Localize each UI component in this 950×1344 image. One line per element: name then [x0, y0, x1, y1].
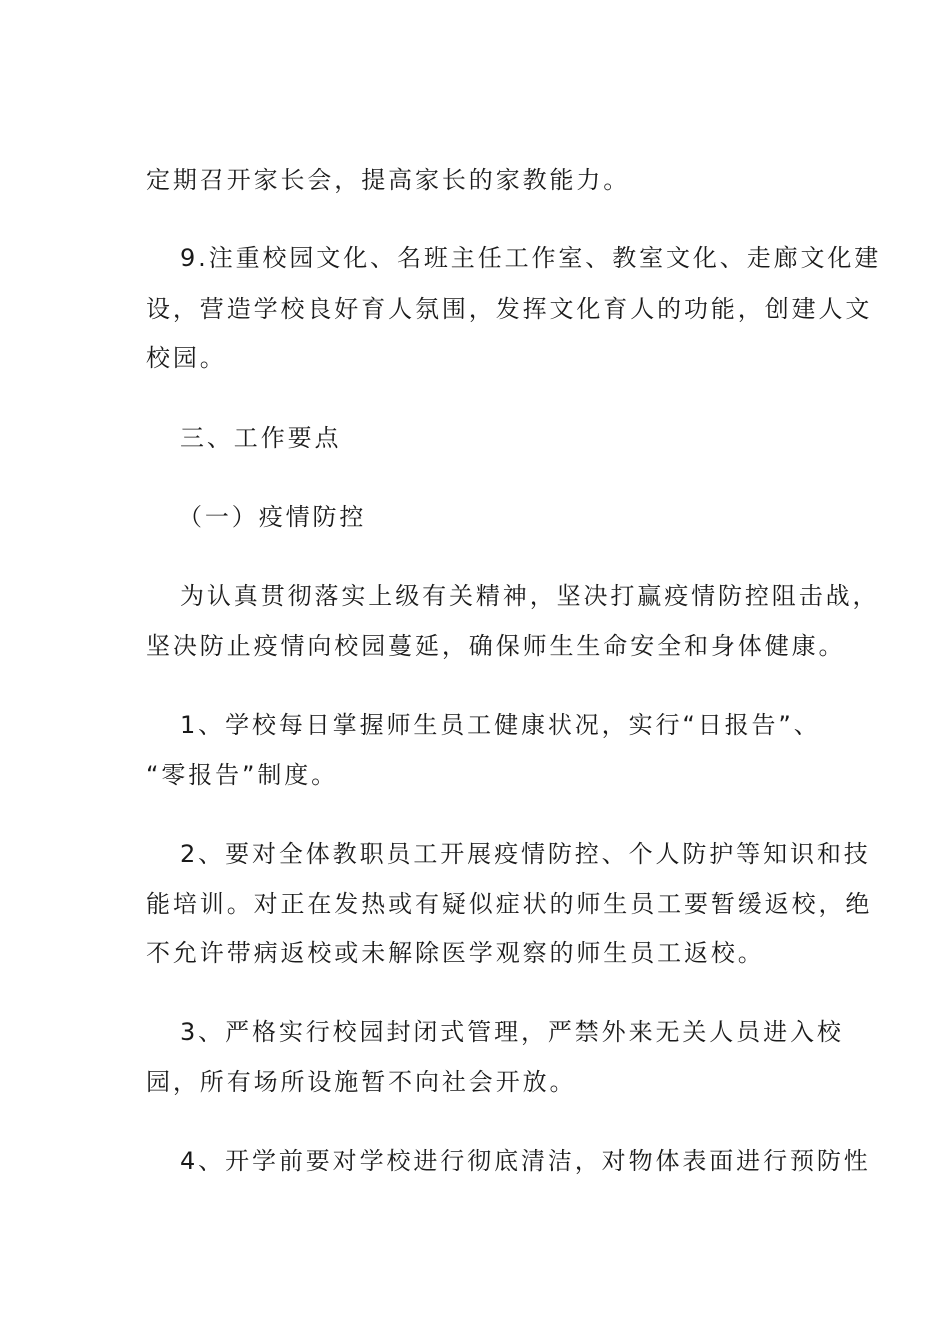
- list-item-line: 园，所有场所设施暂不向社会开放。: [146, 1068, 577, 1096]
- paragraph-line: 定期召开家长会，提高家长的家教能力。: [146, 166, 631, 194]
- paragraph-line: 坚决防止疫情向校园蔓延，确保师生生命安全和身体健康。: [146, 632, 846, 660]
- subsection-heading: （一）疫情防控: [178, 503, 367, 531]
- list-item-line: 2、要对全体教职员工开展疫情防控、个人防护等知识和技: [180, 840, 871, 868]
- list-item-line: “零报告”制度。: [146, 761, 339, 789]
- list-item-line: 能培训。对正在发热或有疑似症状的师生员工要暂缓返校，绝: [146, 890, 873, 918]
- paragraph-line: 校园。: [146, 344, 227, 372]
- list-item-line: 不允许带病返校或未解除医学观察的师生员工返校。: [146, 939, 765, 967]
- list-item-line: 4、开学前要对学校进行彻底清洁，对物体表面进行预防性: [180, 1147, 871, 1175]
- list-item-line: 1、学校每日掌握师生员工健康状况，实行“日报告”、: [180, 711, 821, 739]
- paragraph-line: 为认真贯彻落实上级有关精神，坚决打赢疫情防控阻击战，: [180, 582, 880, 610]
- paragraph-line: 9.注重校园文化、名班主任工作室、教室文化、走廊文化建: [180, 244, 882, 272]
- list-item-line: 3、严格实行校园封闭式管理，严禁外来无关人员进入校: [180, 1018, 844, 1046]
- paragraph-line: 设，营造学校良好育人氛围，发挥文化育人的功能，创建人文: [146, 295, 873, 323]
- section-heading: 三、工作要点: [180, 424, 342, 452]
